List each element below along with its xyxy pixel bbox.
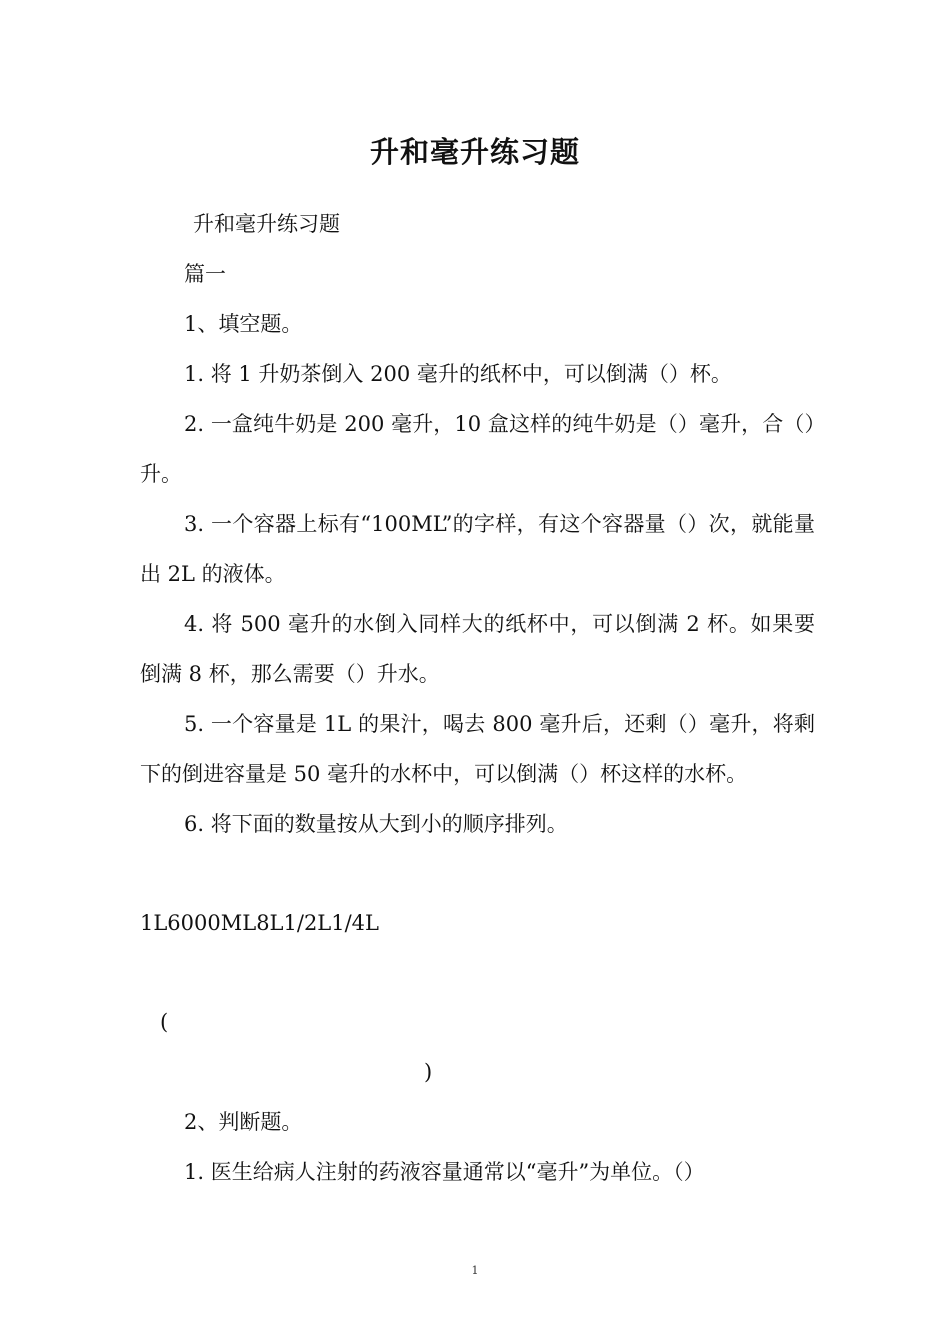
section-label: 篇一	[184, 262, 226, 286]
quantities-list: 1L6000ML8L1/2L1/4L	[140, 911, 379, 935]
fill-in-heading: 1、填空题。	[184, 312, 303, 336]
question-4: 4. 将 500 毫升的水倒入同样大的纸杯中，可以倒满 2 杯。如果要倒满 8 杯，那么需要（）升水。	[140, 612, 815, 686]
judgement-1: 1. 医生给病人注射的药液容量通常以“毫升”为单位。（）	[184, 1160, 705, 1184]
question-6: 6. 将下面的数量按从大到小的顺序排列。	[184, 812, 568, 836]
answer-close-paren: )	[424, 1060, 433, 1084]
document-subtitle: 升和毫升练习题	[193, 212, 340, 236]
question-5: 5. 一个容量是 1L 的果汁，喝去 800 毫升后，还剩（）毫升，将剩下的倒进容量是 50 毫升的水杯中，可以倒满（）杯这样的水杯。	[140, 712, 815, 786]
true-false-heading: 2、判断题。	[184, 1110, 303, 1134]
answer-open-paren: (	[160, 1010, 169, 1034]
page-number: 1	[471, 1264, 479, 1277]
question-2: 2. 一盒纯牛奶是 200 毫升，10 盒这样的纯牛奶是（）毫升，合（）升。	[140, 412, 815, 486]
question-1: 1. 将 1 升奶茶倒入 200 毫升的纸杯中，可以倒满（）杯。	[184, 362, 732, 386]
document-title: 升和毫升练习题	[369, 135, 580, 169]
question-3: 3. 一个容器上标有“100ML”的字样，有这个容器量（）次，就能量出 2L 的液体。	[140, 512, 815, 586]
